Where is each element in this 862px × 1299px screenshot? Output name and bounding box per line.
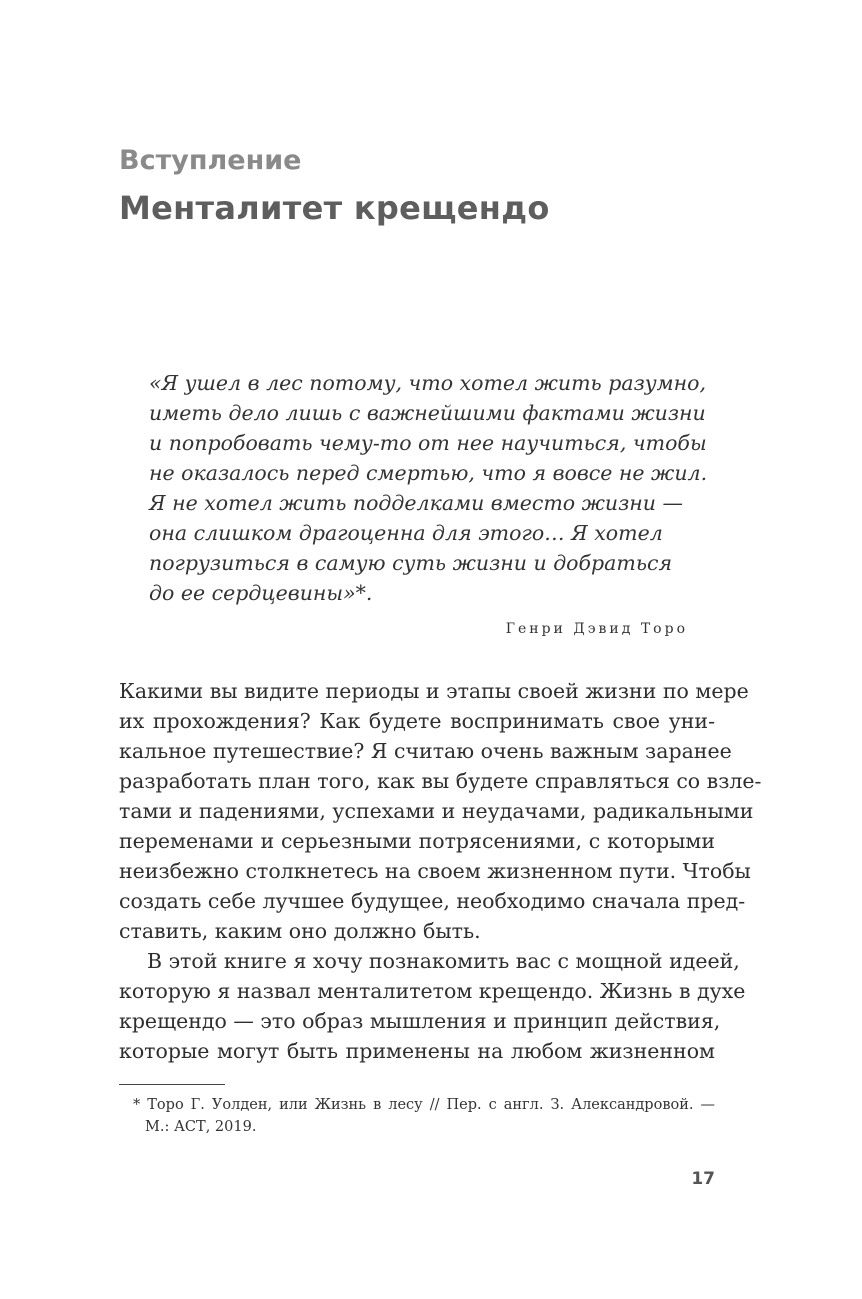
epigraph-quote: [149, 368, 708, 608]
footnote-marker: *: [133, 1097, 141, 1113]
chapter-label: Вступление: [119, 145, 302, 176]
epigraph-line: до ее сердцевины»*.: [149, 581, 373, 605]
page-number: 17: [691, 1169, 715, 1189]
epigraph-line: иметь дело лишь с важнейшими фактами жизни: [149, 401, 706, 425]
footnote-divider: [119, 1084, 225, 1085]
epigraph-line: Я не хотел жить подделками вместо жизни —: [149, 491, 684, 515]
paragraph-line: переменами и серьезными потрясениями, с которыми: [119, 829, 715, 853]
paragraph-line: которую я назвал менталитетом крещендо. Жизнь в духе: [119, 979, 746, 1003]
paragraph-line: которые могут быть применены на любом жизненном: [119, 1039, 715, 1063]
epigraph-line: не оказалось перед смертью, что я вовсе не жил.: [149, 461, 708, 485]
footnote: [119, 1094, 715, 1138]
paragraph-line: тами и падениями, успехами и неудачами, радикальными: [119, 799, 754, 823]
epigraph-line: и попробовать чему-то от нее научиться, чтобы: [149, 431, 707, 455]
paragraph-line: Какими вы видите периоды и этапы своей жизни по мере: [119, 679, 749, 703]
footnote-line: М.: АСТ, 2019.: [145, 1119, 257, 1135]
paragraph-line: их прохождения? Как будете воспринимать свое уни-: [119, 709, 715, 733]
epigraph-line: «Я ушел в лес потому, что хотел жить разумно,: [149, 371, 706, 395]
paragraph-line: ставить, каким оно должно быть.: [119, 919, 481, 943]
epigraph-line: погрузиться в самую суть жизни и добраться: [149, 551, 673, 575]
paragraph-line: неизбежно столкнетесь на своем жизненном пути. Чтобы: [119, 859, 751, 883]
chapter-title: Менталитет крещендо: [119, 189, 550, 227]
body-text: [119, 676, 762, 1066]
paragraph-line: создать себе лучшее будущее, необходимо сначала пред-: [119, 889, 746, 913]
footnote-line: [119, 1094, 715, 1116]
paragraph-line: разработать план того, как вы будете справляться со взле-: [119, 769, 762, 793]
paragraph-line: В этой книге я хочу познакомить вас с мощной идеей,: [147, 949, 740, 973]
footnote-text: Торо Г. Уолден, или Жизнь в лесу // Пер. с англ. З. Александровой. —: [147, 1097, 715, 1113]
paragraph-line: крещендо — это образ мышления и принцип действия,: [119, 1009, 721, 1033]
epigraph-line: она слишком драгоценна для этого… Я хотел: [149, 521, 663, 545]
epigraph-author: Генри Дэвид Торо: [505, 621, 688, 637]
paragraph-line: кальное путешествие? Я считаю очень важным заранее: [119, 739, 732, 763]
